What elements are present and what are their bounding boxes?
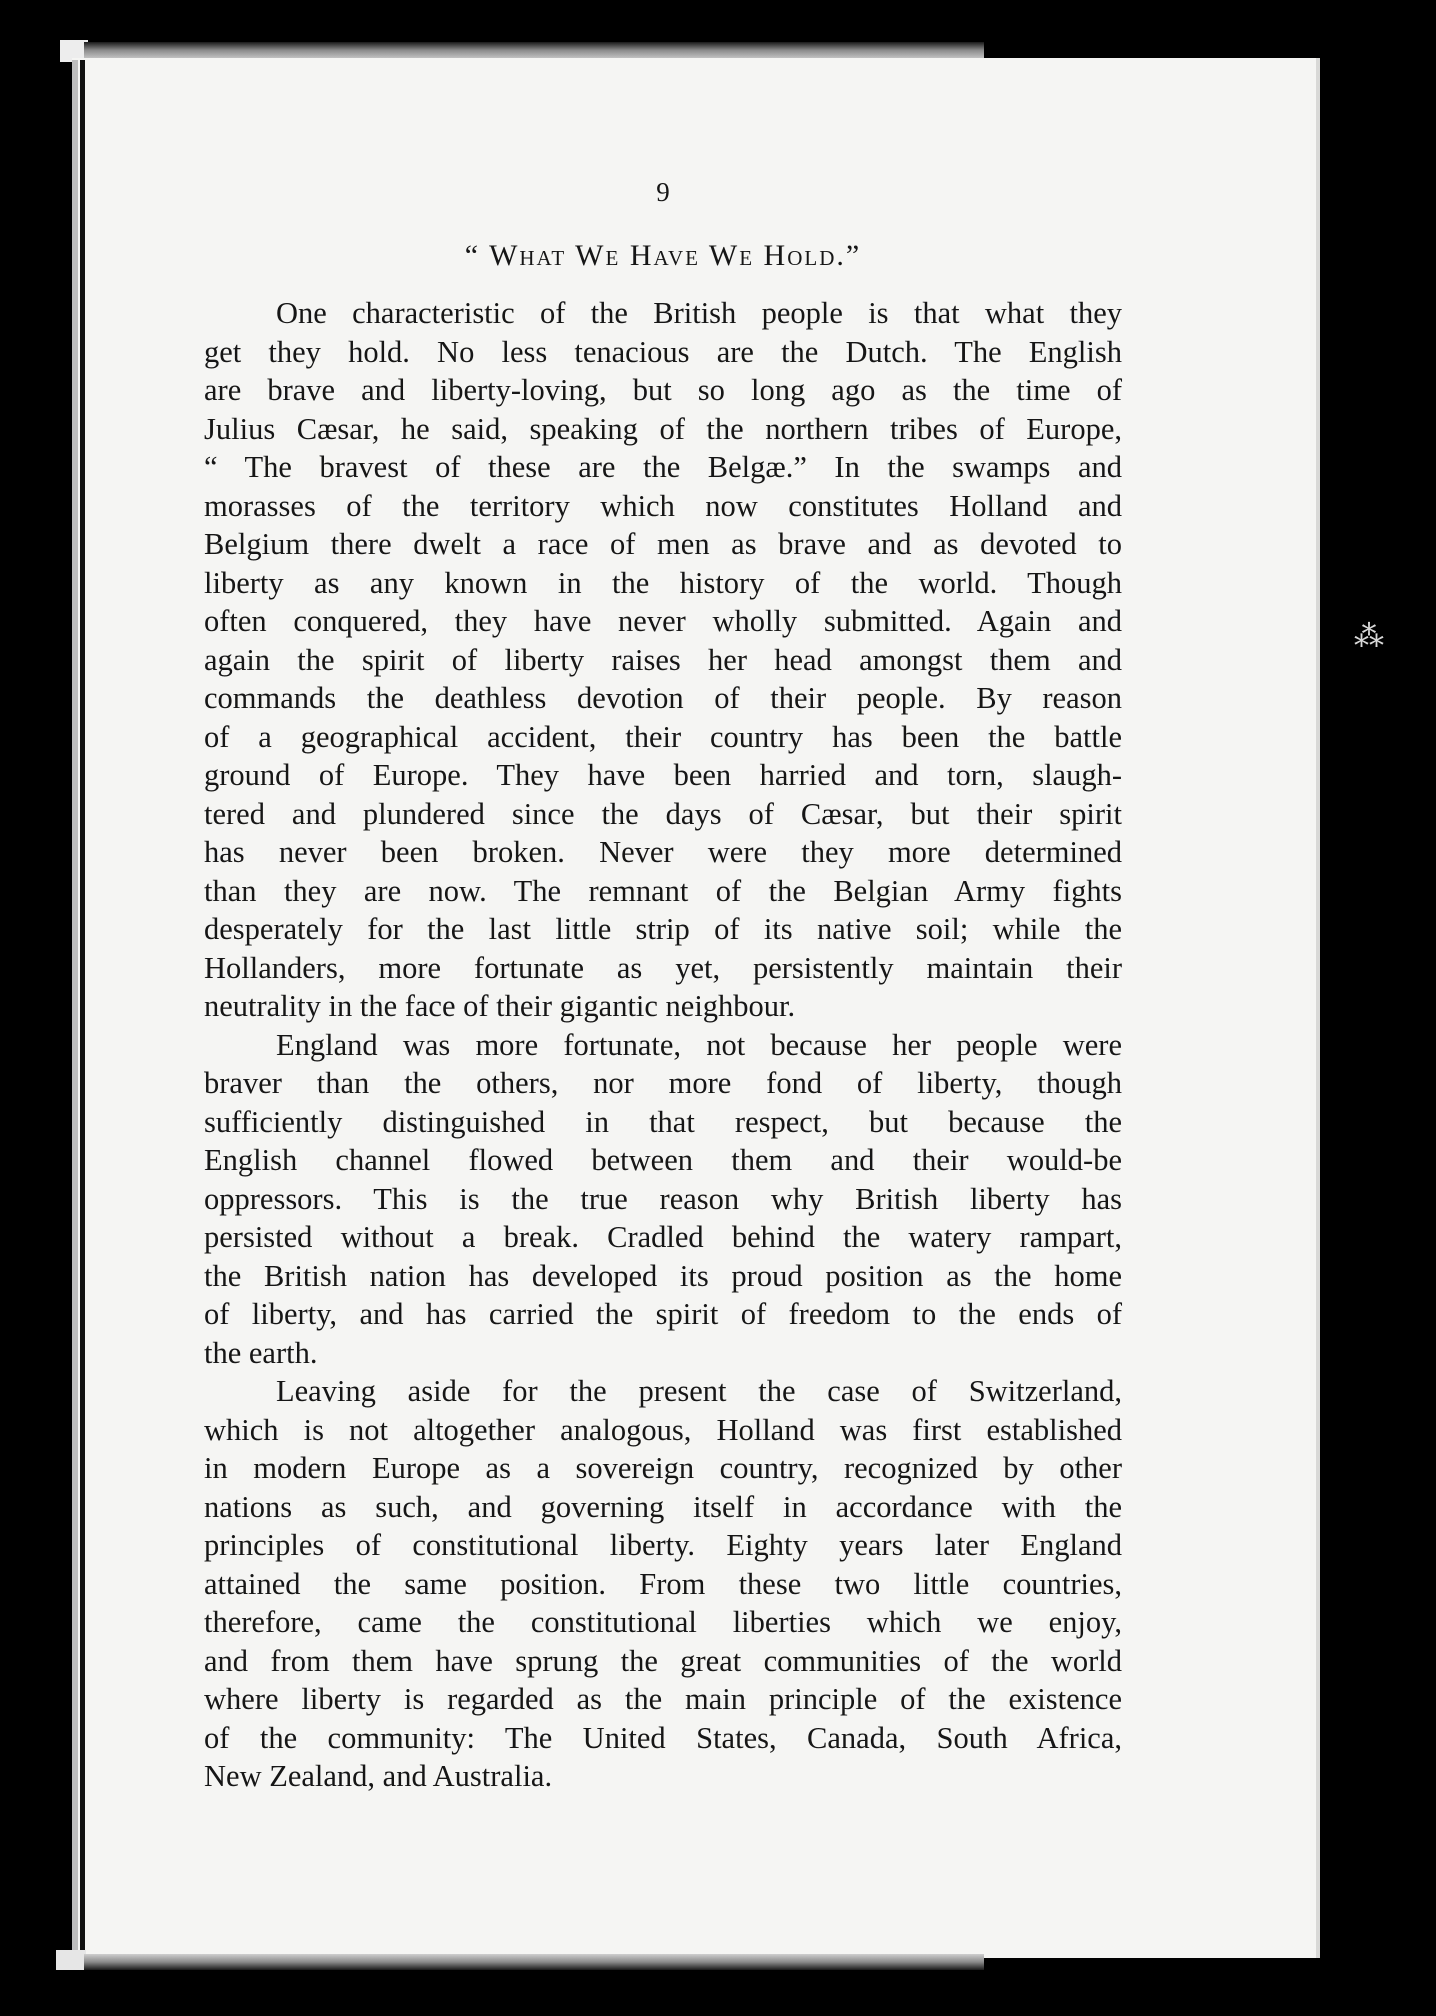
text-line: New Zealand, and Australia. <box>204 1759 553 1793</box>
text-line: neutrality in the face of their gigantic neighbour. <box>204 989 796 1023</box>
text-line: One characteristic of the British people is that what they <box>276 296 1122 330</box>
text-line: braver than the others, nor more fond of liberty, though <box>204 1066 1122 1100</box>
text-line: and from them have sprung the great communities of the world <box>204 1643 1122 1678</box>
text-line: persisted without a break. Cradled behind the watery rampart, <box>204 1220 1122 1254</box>
text-line: has never been broken. Never were they more determined <box>204 835 1122 869</box>
page-number: 9 <box>656 177 670 207</box>
text-line: where liberty is regarded as the main principle of the existence <box>204 1682 1122 1716</box>
text-line: than they are now. The remnant of the Belgian Army fights <box>204 873 1122 908</box>
text-line: of liberty, and has carried the spirit of freedom to the ends of <box>204 1297 1122 1331</box>
text-line: again the spirit of liberty raises her head amongst them and <box>204 642 1122 677</box>
text-line: of a geographical accident, their country has been the battle <box>204 719 1122 754</box>
text-line: attained the same position. From these two little countries, <box>204 1566 1122 1601</box>
text-line: tered and plundered since the days of Cæsar, but their spirit <box>204 796 1122 831</box>
text-line: sufficiently distinguished in that respect, but because the <box>204 1104 1122 1139</box>
page-right-edge <box>1316 58 1320 1958</box>
bottom-edge-tab <box>56 1950 86 1970</box>
body-paragraphs <box>204 294 1122 1796</box>
text-line: Julius Cæsar, he said, speaking of the northern tribes of Europe, <box>204 411 1122 446</box>
binding-edge-light <box>72 60 78 1952</box>
text-line: Hollanders, more fortunate as yet, persistently maintain their <box>204 950 1122 985</box>
text-line: “ The bravest of these are the Belgæ.” In the swamps and <box>204 450 1122 484</box>
text-line: in modern Europe as a sovereign country, recognized by other <box>204 1451 1122 1485</box>
chapter-title: “ What We Have We Hold.” <box>464 239 862 272</box>
text-line: get they hold. No less tenacious are the Dutch. The English <box>204 334 1122 369</box>
bottom-page-edge <box>84 1954 984 1970</box>
paragraph <box>204 1026 1122 1373</box>
text-line: England was more fortunate, not because her people were <box>276 1027 1122 1062</box>
text-line: desperately for the last little strip of its native soil; while the <box>204 912 1122 946</box>
margin-speck: ⁂ <box>1354 619 1384 654</box>
text-line: liberty as any known in the history of the world. Though <box>204 565 1122 600</box>
text-line: Belgium there dwelt a race of men as brave and as devoted to <box>204 527 1122 561</box>
paragraph <box>204 1372 1122 1796</box>
text-line: the earth. <box>204 1335 318 1370</box>
text-line: of the community: The United States, Canada, South Africa, <box>204 1720 1122 1755</box>
text-line: often conquered, they have never wholly submitted. Again and <box>204 604 1122 638</box>
text-line: Leaving aside for the present the case of Switzerland, <box>276 1374 1122 1408</box>
text-line: English channel flowed between them and their would-be <box>204 1143 1122 1177</box>
text-line: principles of constitutional liberty. Eighty years later England <box>204 1528 1122 1562</box>
text-line: the British nation has developed its proud position as the home <box>204 1258 1122 1293</box>
text-line: commands the deathless devotion of their people. By reason <box>204 681 1122 715</box>
text-line: therefore, came the constitutional liberties which we enjoy, <box>204 1605 1122 1639</box>
text-line: oppressors. This is the true reason why British liberty has <box>204 1181 1122 1216</box>
text-line: which is not altogether analogous, Holland was first established <box>204 1412 1122 1447</box>
text-line: ground of Europe. They have been harried and torn, slaugh- <box>204 758 1122 792</box>
text-line: nations as such, and governing itself in accordance with the <box>204 1489 1122 1524</box>
text-line: are brave and liberty-loving, but so long ago as the time of <box>204 373 1122 407</box>
binding-edge <box>80 60 85 1952</box>
paragraph <box>204 294 1122 1026</box>
text-line: morasses of the territory which now constitutes Holland and <box>204 488 1122 523</box>
page-text <box>204 172 1122 1796</box>
